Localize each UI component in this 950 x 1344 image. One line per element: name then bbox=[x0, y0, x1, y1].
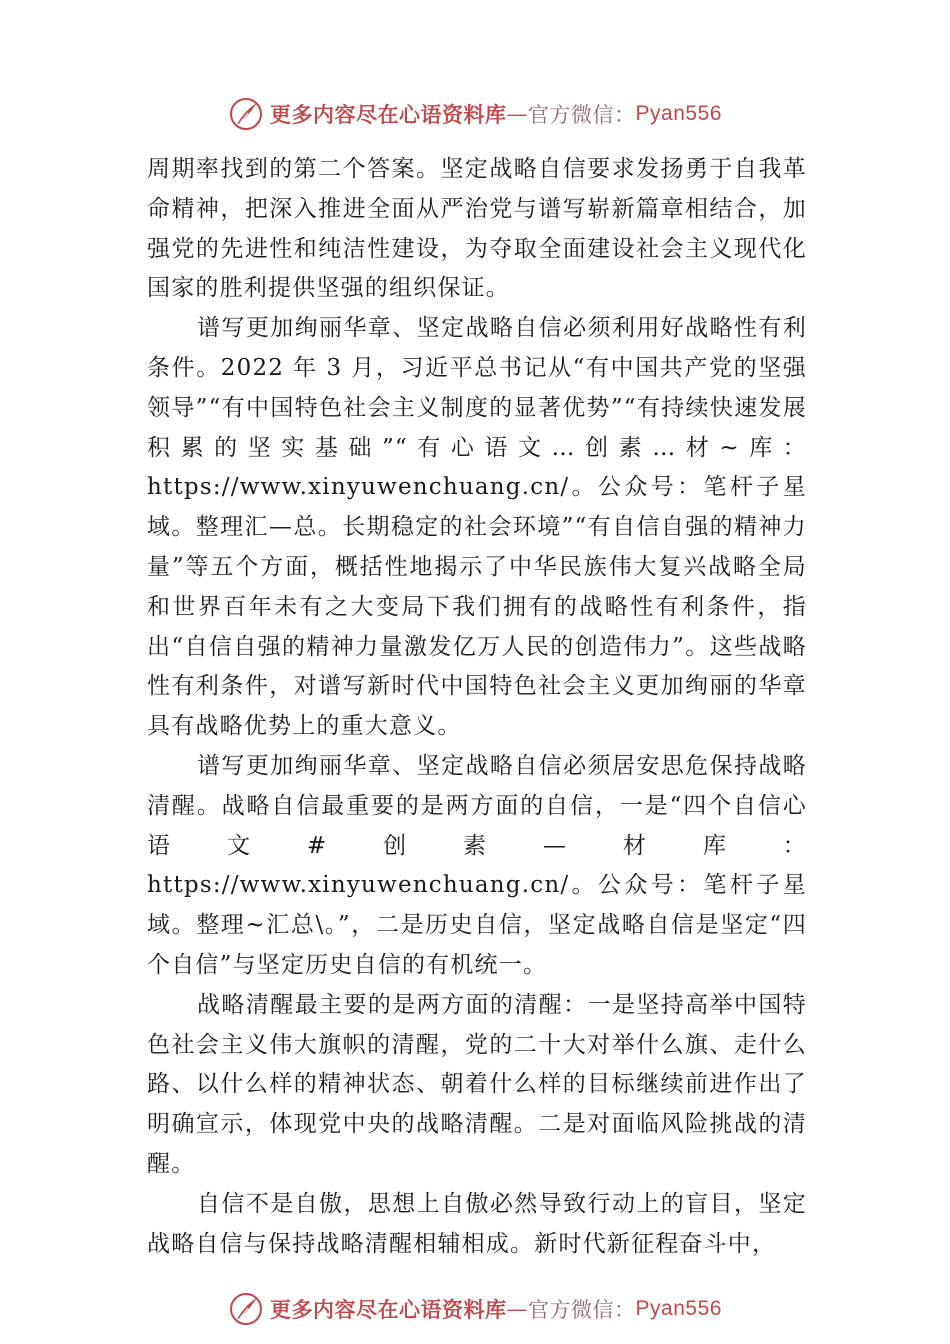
quill-logo-icon bbox=[228, 96, 264, 132]
watermark-dash: — bbox=[506, 102, 529, 126]
paragraph: 战略清醒最主要的是两方面的清醒：一是坚持高举中国特色社会主义伟大旗帜的清醒，党的二十大对举什么旗、走什么路、以什么样的精神状态、朝着什么样的目标继续前进作出了明确宣示，体现党中央的战略清醒。二是对面临风险挑战的清醒。 bbox=[147, 991, 807, 1177]
header-watermark bbox=[0, 94, 950, 134]
body-text bbox=[147, 150, 807, 1264]
watermark-wechat-id: Pyan556 bbox=[635, 102, 722, 125]
paragraph: 周期率找到的第二个答案。坚定战略自信要求发扬勇于自我革命精神，把深入推进全面从严治党与谱写崭新篇章相结合，加强党的先进性和纯洁性建设，为夺取全面建设社会主义现代化国家的胜利提供坚强的组织保证。 bbox=[147, 156, 807, 302]
quill-logo-icon bbox=[228, 1291, 264, 1327]
watermark-label: 官方微信： bbox=[528, 1298, 636, 1322]
watermark-dash: — bbox=[506, 1297, 529, 1321]
watermark-label: 官方微信： bbox=[528, 103, 636, 127]
watermark-title: 更多内容尽在心语资料库 bbox=[270, 1297, 507, 1322]
paragraph: 谱写更加绚丽华章、坚定战略自信必须居安思危保持战略清醒。战略自信最重要的是两方面的自信，一是“四个自信心语文#创素—材库：https://www.xinyuwenchuang.cn/。公众号：笔杆子星域。整理~汇总\。”，二是历史自信，坚定战略自信是坚定“四个自信”与坚定历史自信的有机统一。 bbox=[147, 752, 807, 978]
paragraph: 自信不是自傲，思想上自傲必然导致行动上的盲目，坚定战略自信与保持战略清醒相辅相成。新时代新征程奋斗中， bbox=[147, 1190, 807, 1257]
footer-watermark bbox=[0, 1289, 950, 1329]
paragraph: 谱写更加绚丽华章、坚定战略自信必须利用好战略性有利条件。2022 年 3 月，习近平总书记从“有中国共产党的坚强领导”“有中国特色社会主义制度的显著优势”“有持续快速发展积累的坚实基础”“有心语文…创素…材~库：https://www.xinyuwenchuang.cn/。公众号：笔杆子星域。整理汇—总。长期稳定的社会环境”“有自信自强的精神力量”等五个方面，概括性地揭示了中华民族伟大复兴战略全局和世界百年未有之大变局下我们拥有的战略性有利条件，指出“自信自强的精神力量激发亿万人民的创造伟力”。这些战略性有利条件，对谱写新时代中国特色社会主义更加绚丽的华章具有战略优势上的重大意义。 bbox=[147, 315, 807, 740]
watermark-wechat-id: Pyan556 bbox=[635, 1297, 722, 1320]
watermark-title: 更多内容尽在心语资料库 bbox=[270, 102, 507, 127]
